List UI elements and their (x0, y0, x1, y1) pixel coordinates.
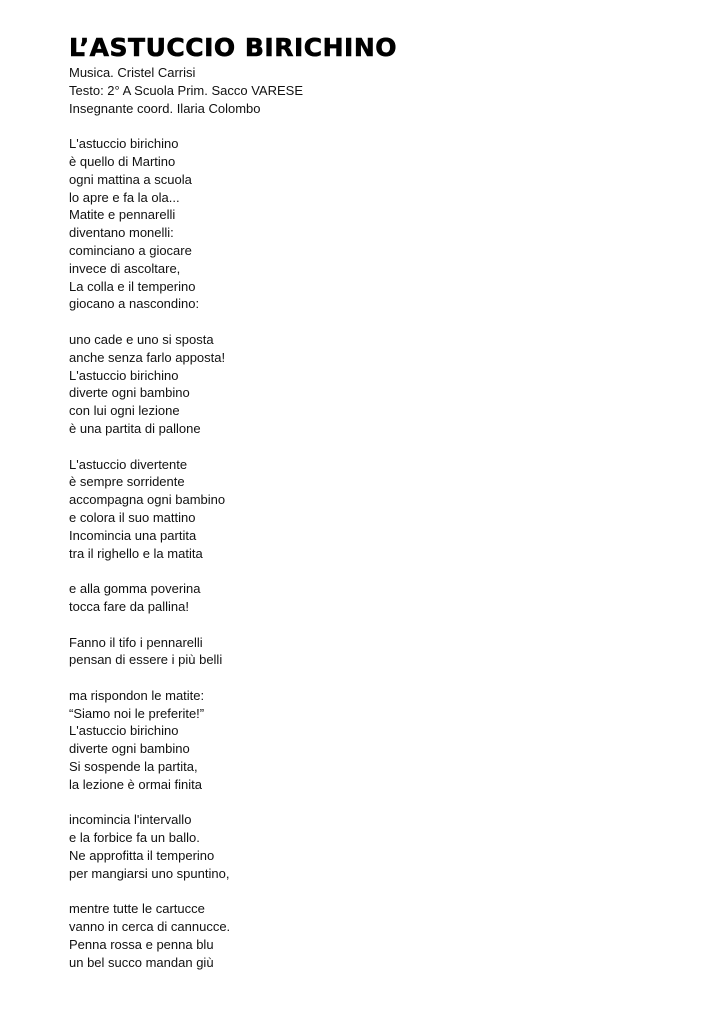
lyric-line: Matite e pennarelli (69, 207, 176, 223)
document-page (69, 34, 689, 989)
lyrics (69, 135, 689, 971)
credit-music: Musica. Cristel Carrisi (69, 65, 196, 80)
lyric-line: lo apre e fa la ola... (69, 189, 180, 205)
song-title: L’ASTUCCIO BIRICHINO (69, 33, 397, 62)
lyric-line: per mangiarsi uno spuntino, (69, 865, 230, 881)
stanza (69, 331, 689, 438)
lyric-line: La colla e il temperino (69, 278, 196, 294)
lyric-line: Fanno il tifo i pennarelli (69, 634, 203, 650)
lyric-line: L'astuccio divertente (69, 456, 188, 472)
credit-teacher: Insegnante coord. Ilaria Colombo (69, 100, 261, 116)
lyric-line: diverte ogni bambino (69, 385, 190, 401)
stanza (69, 900, 689, 971)
lyric-line: un bel succo mandan giù (69, 954, 214, 970)
stanza (69, 634, 689, 670)
lyric-line: e alla gomma poverina (69, 581, 201, 597)
lyric-line: ogni mattina a scuola (69, 171, 192, 187)
lyric-line: tocca fare da pallina! (69, 598, 189, 614)
stanza (69, 135, 689, 313)
stanza (69, 811, 689, 882)
lyric-line: accompagna ogni bambino (69, 492, 226, 508)
lyric-line: giocano a nascondino: (69, 296, 200, 312)
lyric-line: vanno in cerca di cannucce. (69, 919, 231, 935)
lyric-line: incomincia l'intervallo (69, 812, 192, 828)
lyric-line: L'astuccio birichino (69, 723, 179, 739)
lyric-line: cominciano a giocare (69, 242, 192, 258)
stanza (69, 580, 689, 616)
lyric-line: L'astuccio birichino (69, 367, 179, 383)
lyric-line: ma rispondon le matite: (69, 687, 205, 703)
lyric-line: è quello di Martino (69, 153, 176, 169)
lyric-line: Ne approfitta il temperino (69, 848, 215, 864)
lyric-line: Penna rossa e penna blu (69, 937, 214, 953)
lyric-line: è sempre sorridente (69, 474, 185, 490)
lyric-line: anche senza farlo apposta! (69, 349, 226, 365)
lyric-line: e la forbice fa un ballo. (69, 830, 200, 846)
lyric-line: tra il righello e la matita (69, 545, 203, 561)
lyric-line: L'astuccio birichino (69, 136, 179, 152)
lyric-line: mentre tutte le cartucce (69, 901, 205, 917)
credit-lyrics: Testo: 2° A Scuola Prim. Sacco VARESE (69, 82, 304, 98)
lyric-line: uno cade e uno si sposta (69, 331, 214, 347)
lyric-line: Si sospende la partita, (69, 759, 198, 775)
lyric-line: pensan di essere i più belli (69, 652, 223, 668)
lyric-line: invece di ascoltare, (69, 260, 181, 276)
lyric-line: è una partita di pallone (69, 420, 201, 436)
stanza (69, 456, 689, 563)
credits-block (69, 64, 689, 117)
lyric-line: e colora il suo mattino (69, 509, 196, 525)
lyric-line: Incomincia una partita (69, 527, 197, 543)
lyric-line: con lui ogni lezione (69, 403, 180, 419)
lyric-line: diventano monelli: (69, 225, 174, 241)
lyric-line: diverte ogni bambino (69, 741, 190, 757)
stanza (69, 687, 689, 794)
lyric-line: la lezione è ormai finita (69, 776, 202, 792)
lyric-line: “Siamo noi le preferite!” (69, 705, 205, 721)
